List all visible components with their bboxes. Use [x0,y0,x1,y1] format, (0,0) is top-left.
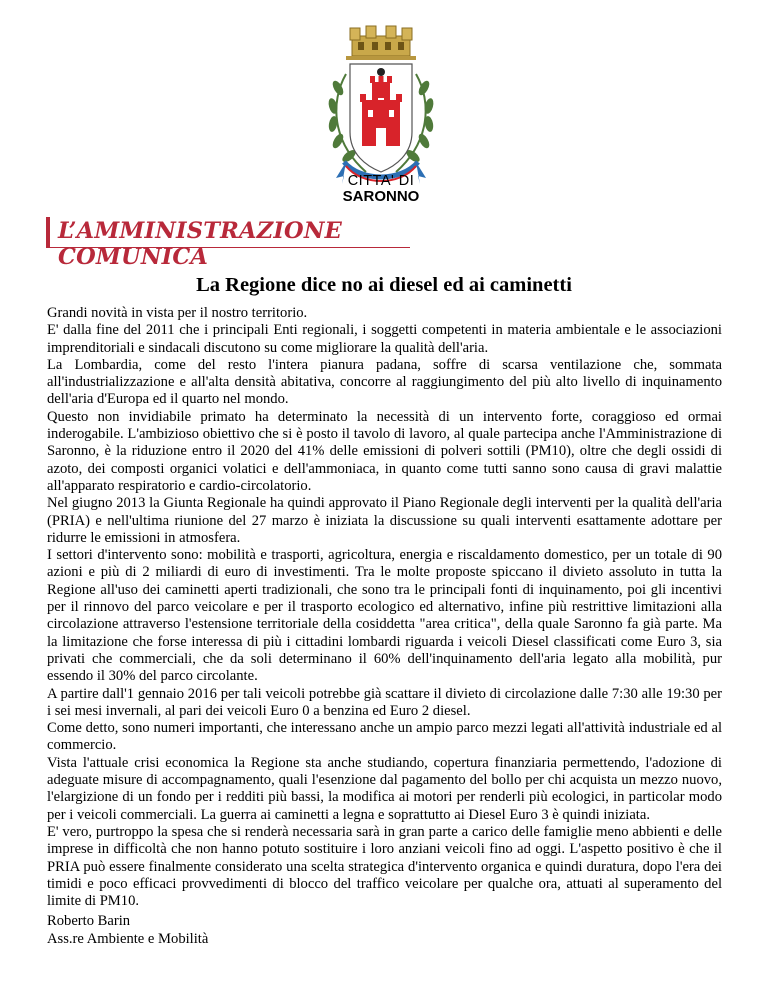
article-paragraph: E' dalla fine del 2011 che i principali Enti regionali, i soggetti competenti in materia ambientale e le associazioni imprenditoriali e sindacali discutono su come migliorare la qualità dell'aria. [47,322,722,356]
banner-title: L’AMMINISTRAZIONE COMUNICA [58,218,342,270]
crest-caption-line1: CITTA' DI [347,173,415,189]
article-paragraph: Grandi novità in vista per il nostro territorio. [47,305,308,321]
article-paragraph: Vista l'attuale crisi economica la Regione sta anche studiando, copertura finanziaria permettendo, l'adozione di adeguate misure di accompagnamento, quali l'esenzione dal pagamento del bollo per chi acquista un mezzo nuovo, l'elargizione di un fondo per i redditi più bassi, la modifica ai motori per renderli più ecologici, in particolar modo per i veicoli commerciali. La guerra ai caminetti a legna e soprattutto ai Diesel Euro 3 è quindi iniziata. [47,754,722,823]
article-paragraph: Come detto, sono numeri importanti, che interessano anche un ampio parco mezzi legati all'attività industriale ed al commercio. [47,720,722,754]
crown-icon [346,26,416,60]
signature-role: Ass.re Ambiente e Mobilità [47,931,209,947]
signature-name: Roberto Barin [47,913,131,929]
article-paragraph: E' vero, purtroppo la spesa che si renderà necessaria sarà in gran parte a carico delle famiglie meno abbienti e delle imprese in difficoltà che non hanno potuto sostituire i loro anziani veicoli fino ad oggi. L'aspetto positivo è che il PRIA può essere finalmente considerato una scelta strategica d'intervento organica e quindi duratura, dopo l'era dei timidi e poco efficaci provvedimenti di blocco del traffico veicolare per qualche ora, attuati al superamento del limite di PM10. [47,823,722,910]
ball-icon [377,68,385,76]
article-paragraph: Nel giugno 2013 la Giunta Regionale ha quindi approvato il Piano Regionale degli interventi per la qualità dell'aria (PRIA) e nell'ultima riunione del 27 marzo è iniziata la discussione su quali interventi esattamente adottare per ridurre le emissioni in atmosfera. [47,495,722,546]
article-paragraph: La Lombardia, come del resto l'intera pianura padana, soffre di scarsa ventilazione che, sommata all'industrializzazione e all'alta densità abitativa, concorre al raggiungimento del più alto livello di inquinamento dell'aria d'Europa ed il quarto nel mondo. [47,356,722,408]
section-banner [46,217,410,270]
article-paragraph: Questo non invidiabile primato ha determinato la necessità di un intervento forte, coraggioso ed ormai inderogabile. L'ambizioso obiettivo che si è posto il tavolo di lavoro, al quale partecipa anche l'Amministrazione di Saronno, è la riduzione entro il 2020 del 41% delle emissioni di polveri sottili (PM10), oltre che degli ossidi di azoto, dei composti organici volatici e dell'ammoniaca, in quanto come tutti sanno sono causa di gravi malattie all'apparato respiratorio e cardio-circolatorio. [47,408,722,494]
article-paragraph: I settori d'intervento sono: mobilità e trasporti, agricoltura, energia e riscaldamento domestico, per un totale di 90 azioni e più di 2 miliardi di euro di investimenti. Tra le molte proposte spiccano il divieto assoluto in tutta la Regione all'uso dei caminetti aperti tradizionali, che sono tra le principali fonti di inquinamento, poi gli incentivi per il rinnovo del parco veicolare e per il trasporto ecologico ed alternativo, infine più restrittive limitazioni alla circolazione attraverso l'estensione territoriale della cosiddetta "area critica", della quale Saronno fa già parte. Ma la limitazione che forse interessa di più i cittadini lombardi riguarda i veicoli Diesel classificati come Euro 3, sia privati che commerciali, che da soli determinano il 60% dell'inquinamento dell'aria legato alla mobilità, pur essendo il 30% del parco circolante. [47,547,722,685]
crest-caption-line2: SARONNO [342,188,420,205]
signature-block [47,912,208,948]
article-paragraph: A partire dall'1 gennaio 2016 per tali veicoli potrebbe già scattare il divieto di circolazione dalle 7:30 alle 19:30 per i sei mesi invernali, al pari dei veicoli Euro 0 a benzina ed Euro 2 diesel. [47,685,722,719]
article-body [47,305,722,910]
article-headline: La Regione dice no ai diesel ed ai caminetti [196,274,572,296]
crest-caption [318,173,444,205]
